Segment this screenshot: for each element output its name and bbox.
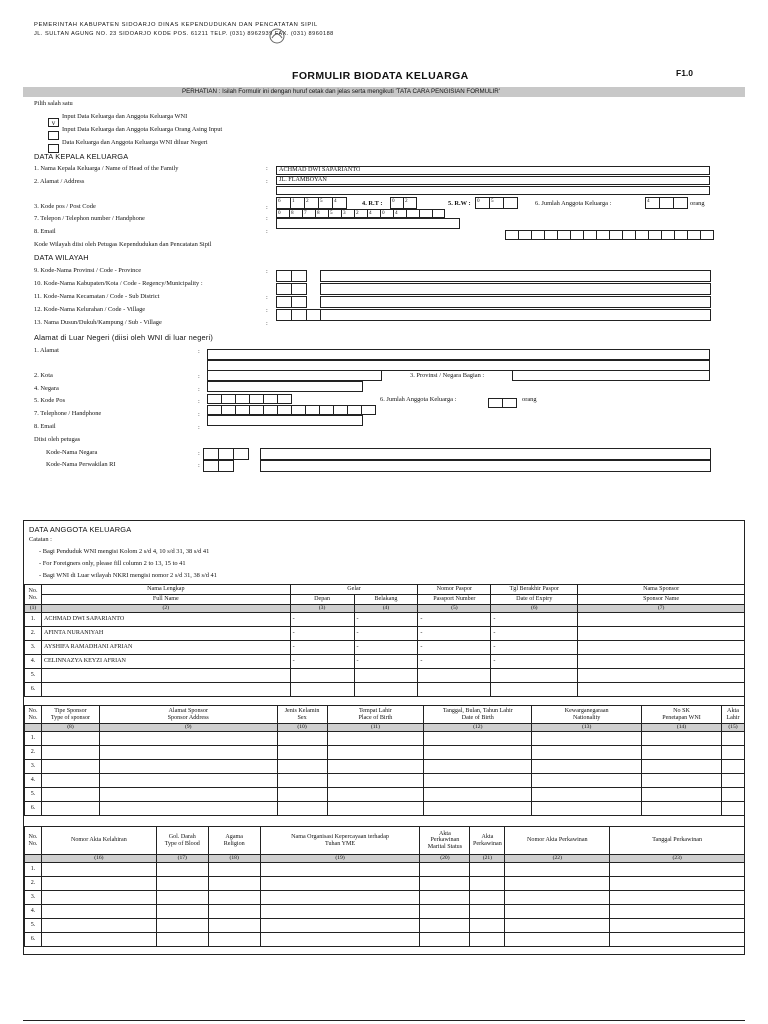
nama-kelurahan-input[interactable] — [320, 309, 711, 321]
table-row[interactable]: 2. — [25, 745, 745, 759]
t1-num: (6) — [491, 605, 578, 613]
kodepos-cells[interactable]: 6 1 2 5 4 — [276, 197, 347, 209]
t3-h-akta-lahir: Nomor Akta Kelahiran — [41, 827, 156, 855]
alamat-input-1[interactable] — [276, 176, 710, 185]
t1-h-paspor2: Passport Number — [418, 595, 491, 605]
rw-cells[interactable]: 0 5 — [475, 197, 518, 209]
field-kecamatan-label: 11. Kode-Nama Kecamatan / Code - Sub District — [34, 293, 160, 300]
t3-h-agama: Agama Religion — [208, 827, 260, 855]
rw-label: 5. R.W : — [448, 200, 471, 207]
field-telepon-label: 7. Telepon / Telephon number / Handphone — [34, 215, 145, 222]
luar-kota-label: 2. Kota — [34, 372, 53, 379]
rt-cells[interactable]: 0 2 — [390, 197, 417, 209]
luar-kodepos-cells[interactable] — [207, 394, 292, 404]
rt-label: 4. R.T : — [362, 200, 383, 207]
t2-h-no: No. No. — [25, 706, 42, 724]
nama-kecamatan-input[interactable] — [320, 296, 711, 308]
table-row[interactable]: 4. — [25, 904, 745, 918]
table-row[interactable]: 6. — [25, 932, 745, 946]
table-row[interactable]: 1. ACHMAD DWI SAPARIANTO - - - - — [25, 612, 745, 626]
orang-label: orang — [690, 200, 705, 207]
field-nama-kepala-label: 1. Nama Kepala Keluarga / Name of Head of the Family — [34, 165, 179, 172]
section-luar-negeri: Alamat di Luar Negeri (diisi oleh WNI di luar negeri) — [34, 333, 214, 342]
form-title: FORMULIR BIODATA KELUARGA — [292, 70, 469, 82]
catatan-note-3: - Bagi WNI di Luar wilayah NKRI mengisi nomor 2 s/d 31, 38 s/d 41 — [39, 572, 217, 579]
t2-h-alamat: Alamat Sponsor Sponsor Address — [99, 706, 277, 724]
t1-h-no: No. No. — [25, 585, 42, 605]
table-row[interactable]: 4. CELINNAZYA KEYZI AFRIAN - - - - — [25, 654, 745, 668]
luar-negara-label: 4. Negara — [34, 385, 59, 392]
kode-perwakilan-cells[interactable] — [203, 460, 234, 472]
nama-kepala-value: ACHMAD DWI SAPARIANTO — [279, 166, 361, 173]
table-row[interactable]: 5. — [25, 668, 745, 682]
kode-kecamatan-cells[interactable] — [276, 296, 307, 308]
t1-num: (3) — [290, 605, 354, 613]
anggota-table-1 — [24, 584, 745, 697]
t1-num: (1) — [25, 605, 42, 613]
choice-option-wni: Input Data Keluarga dan Anggota Keluarga WNI — [62, 113, 188, 120]
luar-email-input[interactable] — [207, 415, 363, 426]
luar-provinsi-label: 3. Provinsi / Negara Bagian : — [410, 372, 485, 379]
catatan-note-2: - For Foreigners only, please fill column 2 to 13, 15 to 41 — [39, 560, 186, 567]
luar-provinsi-input[interactable] — [512, 370, 710, 381]
t2-h-tanggal: Tanggal, Bulan, Tahun Lahir Date of Birth — [424, 706, 532, 724]
luar-kodepos-label: 5. Kode Pos — [34, 397, 66, 404]
luar-email-label: 8. Email — [34, 423, 56, 430]
catatan-note-1: - Bagi Penduduk WNI mengisi Kolom 2 s/d 4, 10 s/d 31, 38 s/d 41 — [39, 548, 210, 555]
table-row[interactable]: 3. AYSHIFA RAMADHANI AFRIAN - - - - — [25, 640, 745, 654]
jumlah-anggota-cells[interactable]: 4 — [645, 197, 688, 209]
t1-h-nama2: Full Name — [41, 595, 290, 605]
kode-perwakilan-label: Kode-Nama Perwakilan RI — [46, 461, 116, 468]
luar-alamat-input-1[interactable] — [207, 349, 710, 360]
table-row[interactable]: 3. — [25, 890, 745, 904]
t1-h-gelar: Gelar — [290, 585, 418, 595]
telepon-cells[interactable]: 0 8 7 8 5 3 2 4 0 4 — [276, 209, 445, 218]
kode-kelurahan-cells[interactable] — [276, 309, 321, 321]
section-wilayah: DATA WILAYAH — [34, 253, 89, 262]
form-code: F1.0 — [676, 68, 694, 78]
t1-h-nama: Nama Lengkap — [41, 585, 290, 595]
alamat-input-2[interactable] — [276, 186, 710, 195]
alamat-value: JL. FLAMBOYAN — [279, 176, 327, 183]
regency-seal-icon — [268, 27, 286, 45]
field-alamat-label: 2. Alamat / Address — [34, 178, 85, 185]
t3-h-nomor-akta: Nomor Akta Perkawinan — [505, 827, 610, 855]
t1-h-paspor: Nomor Paspor — [418, 585, 491, 595]
table-row[interactable]: 6. — [25, 682, 745, 696]
t1-num: (7) — [578, 605, 745, 613]
t1-h-tgl: Tgl Berakhir Paspor — [491, 585, 578, 595]
t2-h-sk: No SK Penetapan WNI — [642, 706, 722, 724]
bottom-divider — [23, 1020, 745, 1021]
t3-h-akta-kawin: Akta Perkawinan Marital Status — [420, 827, 470, 855]
t3-h-tanggal-kawin: Tanggal Perkawinan — [610, 827, 745, 855]
table-row[interactable]: 5. — [25, 918, 745, 932]
notice-text: PERHATIAN : Isilah Formulir ini dengan huruf cetak dan jelas serta mengikuti 'TATA CARA PENGISIAN FORMULIR' — [182, 88, 500, 95]
t3-h-gol-darah: Gol. Darah Type of Blood — [156, 827, 208, 855]
t3-h-akta-kawin2: Akta Perkawinan — [470, 827, 505, 855]
t1-h-tgl2: Date of Expiry — [491, 595, 578, 605]
field-dusun-label: 13. Nama Dusun/Dukuh/Kampung / Sub - Village — [34, 319, 162, 326]
kode-wilayah-cells[interactable] — [505, 230, 714, 240]
t2-h-kewarganegaraan: Kewarganegaraan Nationality — [532, 706, 642, 724]
luar-kota-input[interactable] — [207, 370, 382, 381]
choice-label: Pilih salah satu — [34, 100, 73, 107]
table-row[interactable]: 1. — [25, 862, 745, 876]
t1-h-sponsor2: Sponsor Name — [578, 595, 745, 605]
section-anggota: DATA ANGGOTA KELUARGA — [29, 525, 132, 534]
t2-h-akta: Akta Lahir — [721, 706, 744, 724]
t3-h-no: No. No. — [25, 827, 42, 855]
t2-h-tipe: Tipe Sponsor Type of sponsor — [41, 706, 99, 724]
luar-telepon-label: 7. Telephone / Handphone — [34, 410, 102, 417]
table-row[interactable]: 6. — [25, 801, 745, 815]
t2-h-jk: Jenis Kelamin Sex — [277, 706, 327, 724]
section-kepala: DATA KEPALA KELUARGA — [34, 152, 129, 161]
catatan-label: Catatan : — [29, 536, 52, 543]
luar-alamat-label: 1. Alamat — [34, 347, 59, 354]
kode-negara-cells[interactable] — [203, 448, 249, 460]
choice-option-luar: Data Keluarga dan Anggota Keluarga WNI diluar Negeri — [62, 139, 208, 146]
nama-provinsi-input[interactable] — [320, 270, 711, 282]
t2-h-tempat: Tempat Lahir Place of Birth — [327, 706, 424, 724]
header-agency: PEMERINTAH KABUPATEN SIDOARJO DINAS KEPENDUDUKAN DAN PENCATATAN SIPIL — [34, 22, 318, 28]
header-address: JL. SULTAN AGUNG NO. 23 SIDOARJO KODE POS. 61211 TELP. (031) 8962939 FAX. (031) 8960188 — [34, 31, 334, 37]
diisi-petugas-label: Diisi oleh petugas — [34, 436, 81, 443]
choice-checkbox-wni[interactable]: v — [48, 118, 59, 127]
luar-orang-label: orang — [522, 396, 537, 403]
anggota-table-2: No. No. Tipe Sponsor Type of sponsor Alamat Sponsor Sponsor Address Jenis Kelamin Sex Tempat Lahir Place of Birth Tanggal, Bulan, Tahun Lahir Date of Birth Kewarganegaraan Nationality No SK Penetapan WNI Akta Lahir (8) (9) (10) (11) (12) (13) (14) (15) 1. 2. 3. 4. 5. 6. — [24, 705, 745, 816]
choice-checkbox-asing[interactable] — [48, 131, 59, 140]
field-email-label: 8. Email — [34, 228, 56, 235]
kode-provinsi-cells[interactable] — [276, 270, 307, 282]
email-input[interactable] — [276, 218, 460, 229]
field-provinsi-label: 9. Kode-Nama Provinsi / Code - Province — [34, 267, 142, 274]
t1-h-belakang: Belakang — [354, 595, 418, 605]
nama-negara-input[interactable] — [260, 448, 711, 460]
kode-negara-label: Kode-Nama Negara — [46, 449, 98, 456]
t1-num: (2) — [41, 605, 290, 613]
anggota-table-3: No. No. Nomor Akta Kelahiran Gol. Darah Type of Blood Agama Religion Nama Organisasi Kepercayaan terhadap Tuhan YME Akta Perkawinan Marital Status Akta Perkawinan Nomor Akta Perkawinan Tanggal Perkawinan (16) (17) (18) (19) (20) (21) (22) (23) 1. 2. 3. 4. 5. 6. — [24, 826, 745, 947]
jumlah-anggota-label: 6. Jumlah Anggota Keluarga : — [535, 200, 612, 207]
luar-telepon-cells[interactable] — [207, 405, 376, 415]
table-row[interactable]: 4. — [25, 773, 745, 787]
kode-kabupaten-cells[interactable] — [276, 283, 307, 295]
kode-wilayah-note: Kode Wilayah diisi oleh Petugas Kependudukan dan Pencatatan Sipil — [34, 241, 212, 248]
field-kelurahan-label: 12. Kode-Nama Kelurahan / Code - Village — [34, 306, 146, 313]
nama-perwakilan-input[interactable] — [260, 460, 711, 472]
t1-num: (5) — [418, 605, 491, 613]
choice-option-asing: Input Data Keluarga dan Anggota Keluarga Orang Asing Input — [62, 126, 223, 133]
t1-h-sponsor: Nama Sponsor — [578, 585, 745, 595]
t1-num: (4) — [354, 605, 418, 613]
t3-h-organisasi: Nama Organisasi Kepercayaan terhadap Tuhan YME — [260, 827, 420, 855]
luar-jumlah-cells[interactable] — [488, 398, 517, 408]
nama-kabupaten-input[interactable] — [320, 283, 711, 295]
luar-jumlah-label: 6. Jumlah Anggota Keluarga : — [380, 396, 457, 403]
luar-negara-input[interactable] — [207, 381, 363, 392]
field-kodepos-label: 3. Kode pos / Post Code — [34, 203, 96, 210]
t1-h-depan: Depan — [290, 595, 354, 605]
table-row[interactable]: 3. — [25, 759, 745, 773]
field-kabupaten-label: 10. Kode-Nama Kabupaten/Kota / Code - Regency/Municipality : — [34, 280, 203, 287]
table-row[interactable]: 5. — [25, 787, 745, 801]
table-row[interactable]: 2. — [25, 876, 745, 890]
table-row[interactable]: 1. — [25, 731, 745, 745]
table-row[interactable]: 2. AFINTA NURANIYAH - - - - — [25, 626, 745, 640]
